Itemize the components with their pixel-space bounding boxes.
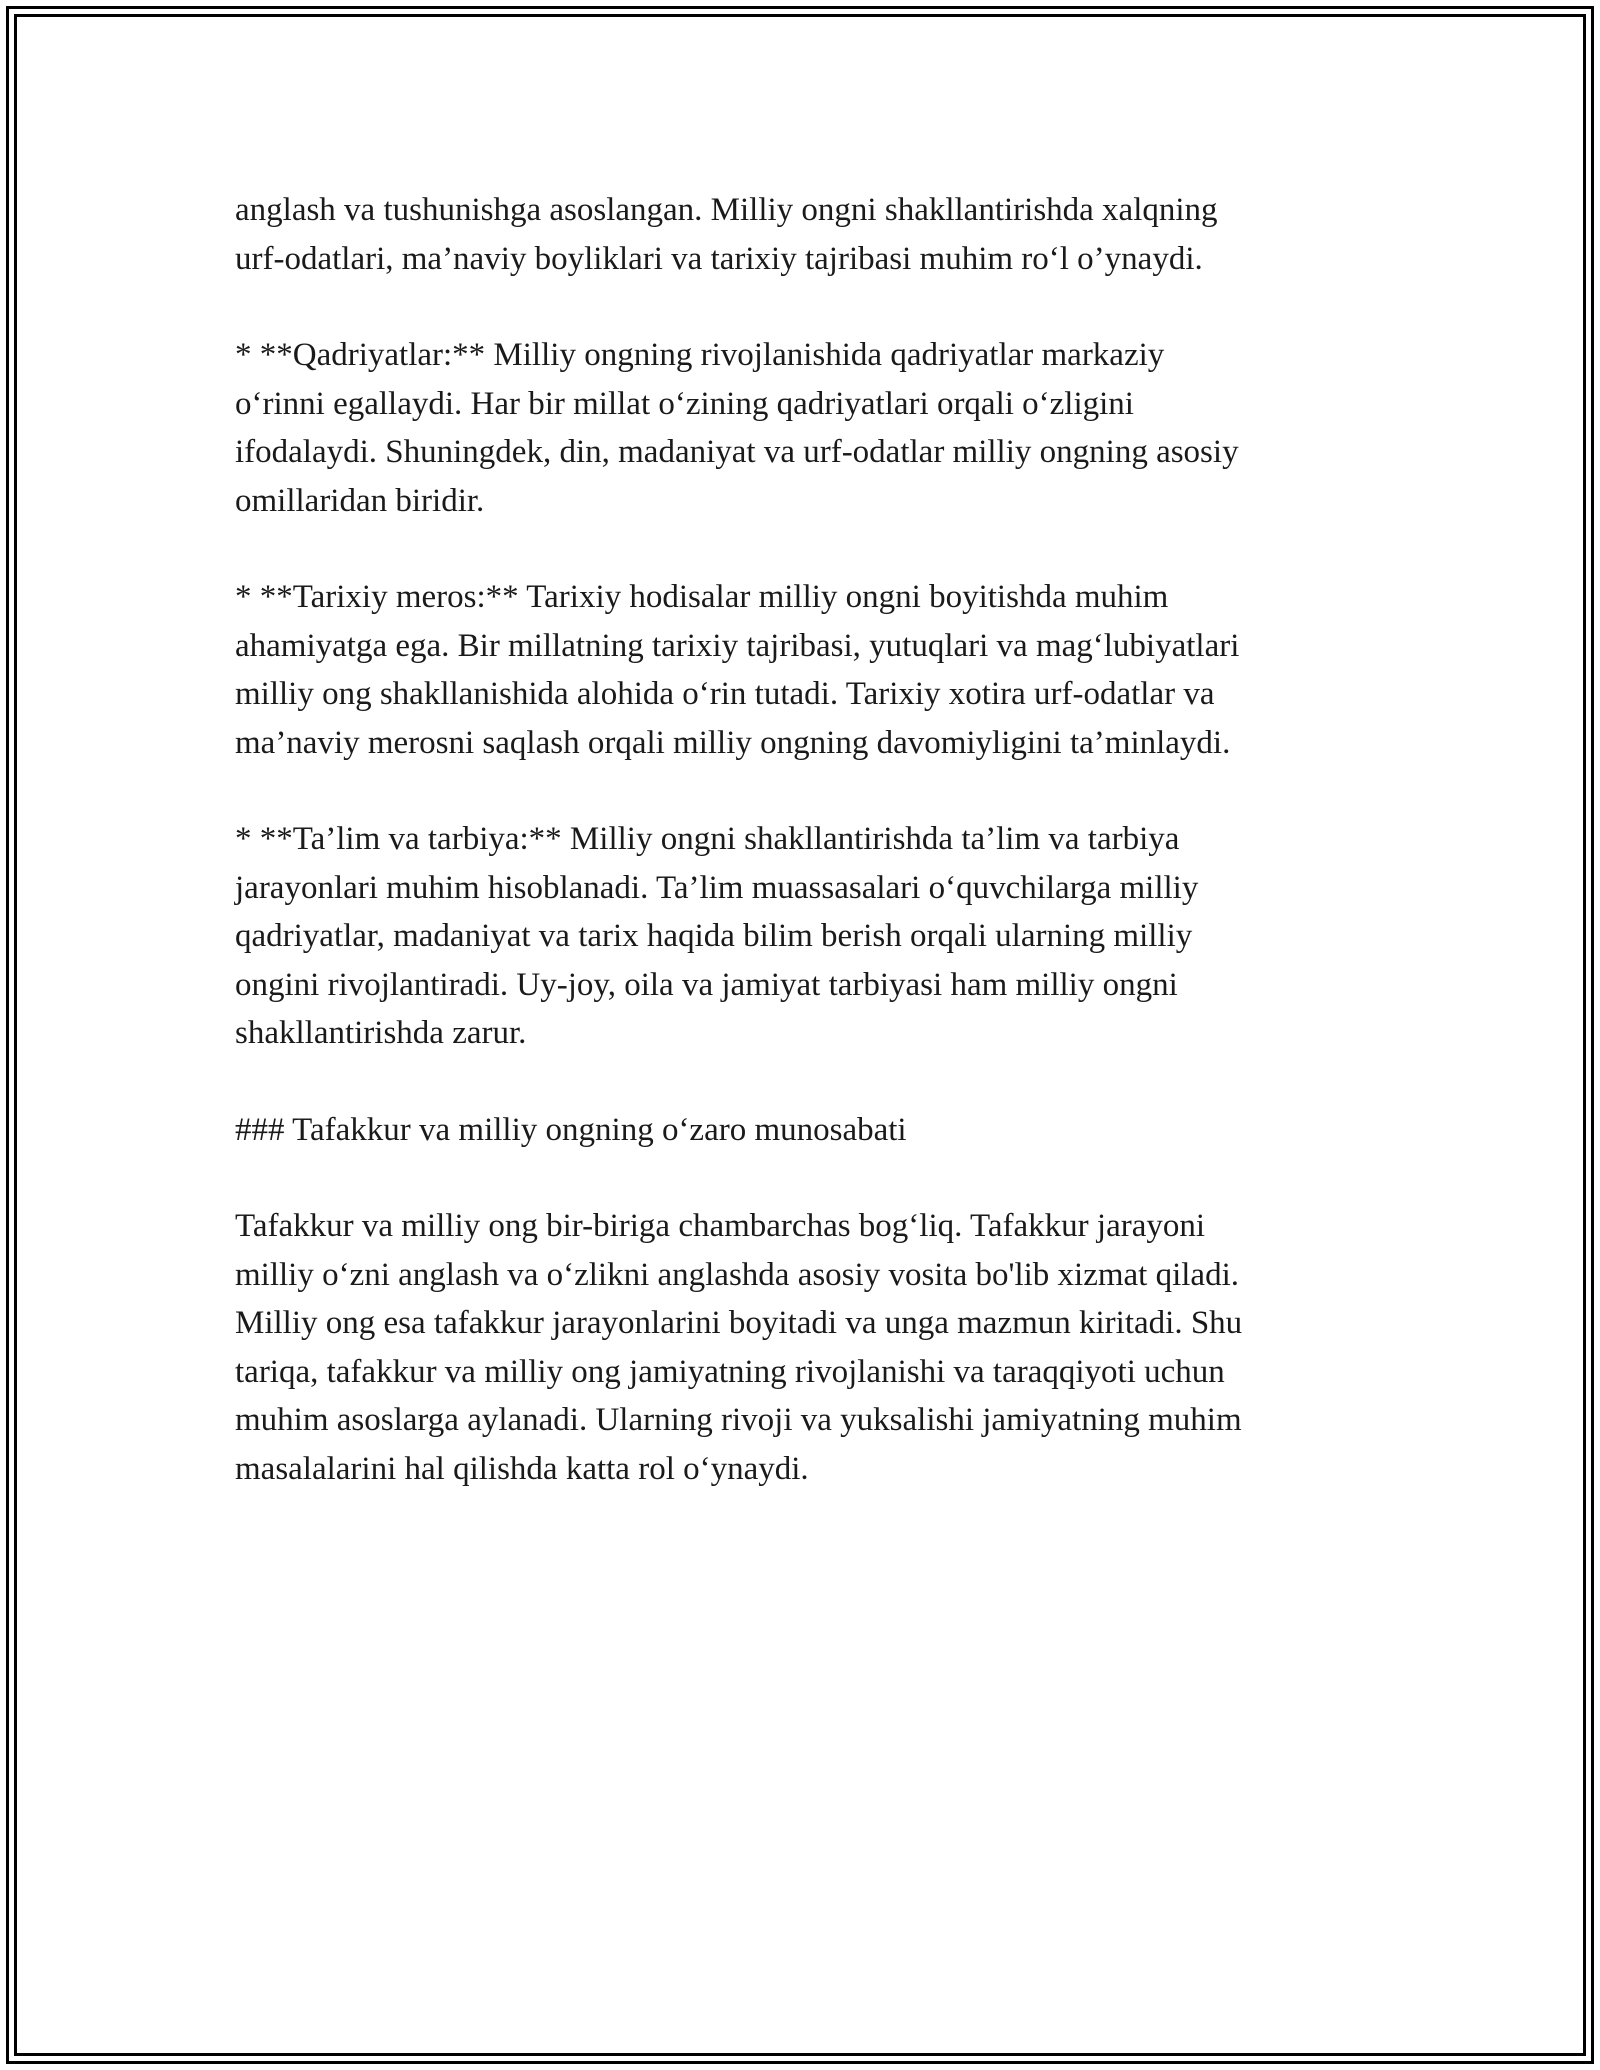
section-heading: ### Tafakkur va milliy ongning o‘zaro munosabati <box>235 1111 907 1148</box>
paragraph-talim-tarbiya: * **Ta’lim va tarbiya:** Milliy ongni shakllantirishda ta’lim va tarbiya jarayonlari muhim hisoblanadi. Ta’lim muassasalari o‘quvchilarga milliy qadriyatlar, madaniyat va tarix haqida bilim berish orqali ularning milliy ongini rivojlantiradi. Uy-joy, oila va jamiyat tarbiyasi ham milliy ongni shakllantirishda zarur. <box>235 821 1199 1051</box>
paragraph-tarixiy-meros: * **Tarixiy meros:** Tarixiy hodisalar milliy ongni boyitishda muhim ahamiyatga ega. Bir millatning tarixiy tajribasi, yutuqlari va mag‘lubiyatlari milliy ong shakllanishida alohida o‘rin tutadi. Tarixiy xotira urf-odatlar va ma’naviy merosni saqlash orqali milliy ongning davomiyligini ta’minlaydi. <box>235 579 1240 761</box>
document-body <box>235 186 1365 1541</box>
paragraph-intro: anglash va tushunishga asoslangan. Milliy ongni shakllantirishda xalqning urf-odatlari, ma’naviy boyliklari va tarixiy tajribasi muhim ro‘l o’ynaydi. <box>235 192 1218 277</box>
paragraph-conclusion: Tafakkur va milliy ong bir-biriga chambarchas bog‘liq. Tafakkur jarayoni milliy o‘zni anglash va o‘zlikni anglashda asosiy vosita bo'lib xizmat qiladi. Milliy ong esa tafakkur jarayonlarini boyitadi va unga mazmun kiritadi. Shu tariqa, tafakkur va milliy ong jamiyatning rivojlanishi va taraqqiyoti uchun muhim asoslarga aylanadi. Ularning rivoji va yuksalishi jamiyatning muhim masalalarini hal qilishda katta rol o‘ynaydi. <box>235 1208 1243 1487</box>
paragraph-qadriyatlar: * **Qadriyatlar:** Milliy ongning rivojlanishida qadriyatlar markaziy o‘rinni egallaydi. Har bir millat o‘zining qadriyatlari orqali o‘zligini ifodalaydi. Shuningdek, din, madaniyat va urf-odatlar milliy ongning asosiy omillaridan biridir. <box>235 337 1239 519</box>
